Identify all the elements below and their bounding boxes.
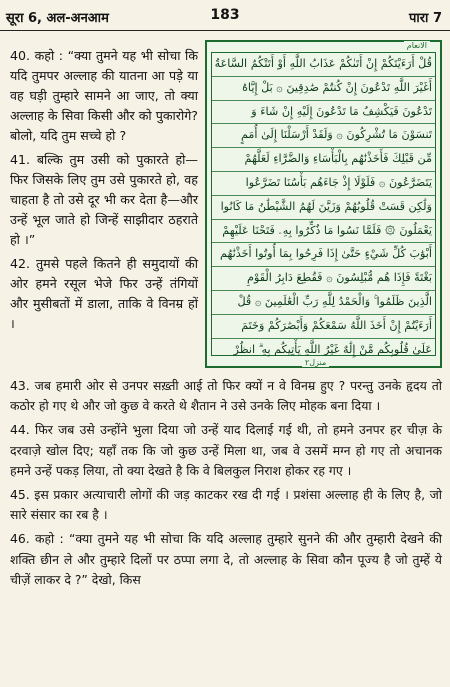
manzil-tag: منزل٢ (302, 358, 329, 367)
arabic-line: أَغَيْرَ اللَّهِ تَدْعُونَ إِنْ كُنتُمْ صَٰدِقِينَ ۞ بَلْ إِيَّاهُ (212, 77, 435, 101)
translation-full-width (10, 376, 442, 594)
arabic-line: وَلَٰكِن قَسَتْ قُلُوبُهُمْ وَزَيَّنَ لَهُمُ الشَّيْطَٰنُ مَا كَانُوا (212, 196, 435, 220)
arabic-line: مِّن قَبْلِكَ فَأَخَذْنَٰهُم بِالْبَأْسَاءِ وَالضَّرَّاءِ لَعَلَّهُمْ (212, 148, 435, 172)
arabic-line: أَبْوَٰبَ كُلِّ شَيْءٍ حَتَّىٰ إِذَا فَرِحُوا بِمَا أُوتُوا أَخَذْنَٰهُم (212, 243, 435, 267)
verse-41-text: 41. बल्कि तुम उसी को पुकारते हो— फिर जिसके लिए तुम उसे पुकारते हो, वह चाहता है तो उसे दूर भी कर देता है—और उन्हें भूल जाते हो जिन्हें साझीदार ठहराते हो ।” (10, 152, 198, 247)
surah-tag: الانعام (404, 41, 430, 50)
page-header (0, 0, 450, 31)
verse-42-text: 42. तुमसे पहले कितने ही समुदायों की ओर हमने रसूल भेजे फिर उन्हें तंगियों और मुसीबतों में डाला, ताकि वे विनम्र हों । (10, 256, 198, 331)
arabic-line: الَّذِينَ ظَلَمُوا ۚ وَالْحَمْدُ لِلَّهِ رَبِّ الْعَٰلَمِينَ ۞ قُلْ (212, 291, 435, 315)
arabic-line: يَتَضَرَّعُونَ ۞ فَلَوْلَا إِذْ جَاءَهُم بَأْسُنَا تَضَرَّعُوا (212, 172, 435, 196)
page-number: 183 (210, 7, 240, 23)
surah-title: सूरा 6, अल-अनआम (6, 11, 109, 26)
arabic-line: تَنسَوْنَ مَا تُشْرِكُونَ ۞ وَلَقَدْ أَرْسَلْنَا إِلَىٰ أُمَمٍ (212, 124, 435, 148)
arabic-lines (211, 52, 436, 356)
arabic-line: أَرَءَيْتُمْ إِنْ أَخَذَ اللَّهُ سَمْعَكُمْ وَأَبْصَٰرَكُمْ وَخَتَمَ (212, 315, 435, 339)
verse-46-text: 46. कहो : “क्या तुमने यह भी सोचा कि यदि अल्लाह तुम्हारे सुनने की और तुम्हारी देखने की शक्ति छीन ले और तुम्हारे दिलों पर ठप्पा लगा दे, तो अल्लाह के सिवा कौन पूज्य है जो तुम्हें ये चीज़ें लाकर दे ?” देखो, किस (10, 531, 442, 587)
verse-44-text: 44. फिर जब उसे उन्होंने भुला दिया जो उन्हें याद दिलाई गई थी, तो हमने उनपर हर चीज़ के दरवाज़े खोल दिए; यहाँ तक कि जो कुछ उन्हें मिला था, जब वे उसमें मग्न हो गए तो अचानक हमने उन्हें पकड़ लिया, तो क्या देखते है कि वे बिलकुल निराश होकर रह गए । (10, 422, 442, 478)
verse-45-text: 45. इस प्रकार अत्याचारी लोगों की जड़ काटकर रख दी गई । प्रशंसा अल्लाह ही के लिए है, जो सारे संसार का रब है । (10, 487, 442, 523)
arabic-line: يَعْمَلُونَ ۞ فَلَمَّا نَسُوا مَا ذُكِّرُوا بِهِۦ فَتَحْنَا عَلَيْهِمْ (212, 220, 435, 244)
verse-40-text: 40. कहो : “क्या तुमने यह भी सोचा कि यदि तुमपर अल्लाह की यातना आ पड़े या वह घड़ी तुम्हारे सामने आ जाए, तो क्या अल्लाह के सिवा किसी और को पुकारोगे? बोलो, यदि तुम सच्चे हो ? (10, 48, 198, 143)
verse-43-text: 43. जब हमारी ओर से उनपर सख़्ती आई तो फिर क्यों न वे विनम्र हुए ? परन्तु उनके हृदय तो कठोर हो गए थे और जो कुछ वे करते थे शैतान ने उसे उनके लिए मोहक बना दिया । (10, 378, 442, 414)
arabic-text-box (205, 40, 442, 368)
arabic-line: بَغْتَةً فَإِذَا هُم مُّبْلِسُونَ ۞ فَقُطِعَ دَابِرُ الْقَوْمِ (212, 267, 435, 291)
para-label: पारा 7 (408, 11, 442, 26)
arabic-line: عَلَىٰ قُلُوبِكُم مَّنْ إِلَٰهٌ غَيْرُ اللَّهِ يَأْتِيكُم بِهِ ۗ انظُرْ (233, 342, 432, 356)
translation-column (10, 46, 198, 338)
arabic-line: قُلْ أَرَءَيْتَكُمْ إِنْ أَتَىٰكُمْ عَذَابُ اللَّهِ أَوْ أَتَتْكُمُ السَّاعَةُ (212, 53, 435, 77)
arabic-line: تَدْعُونَ فَيَكْشِفُ مَا تَدْعُونَ إِلَيْهِ إِنْ شَاءَ وَ (212, 101, 435, 125)
